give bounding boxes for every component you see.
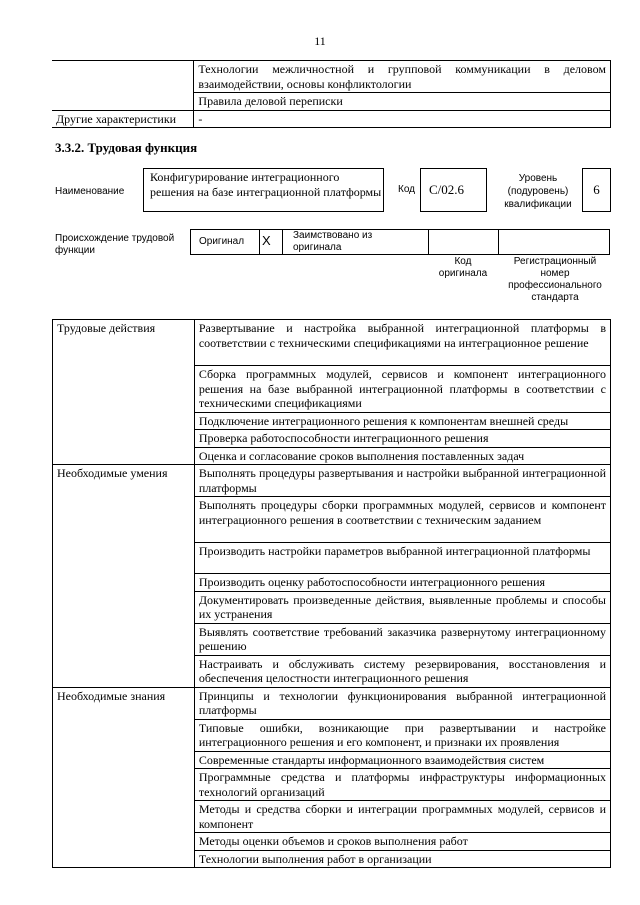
table-cell: Проверка работоспособности интеграционного решения (194, 430, 610, 448)
table-cell: Типовые ошибки, возникающие при развертывании и настройке интеграционного решения и его компонент, и признаки их проявления (194, 719, 610, 751)
origin-label: Происхождение трудовой функции (55, 233, 175, 256)
main-table (52, 319, 611, 868)
top-table (52, 60, 611, 128)
table-cell: Подключение интеграционного решения к компонентам внешней среды (194, 412, 610, 430)
other-characteristics-label: Другие характеристики (52, 110, 194, 128)
table-row (53, 320, 611, 366)
table-cell: Принципы и технологии функционирования выбранной интеграционной платформы (194, 687, 610, 719)
borrowed-label: Заимствовано из оригинала (293, 230, 373, 253)
group-label: Трудовые действия (53, 320, 195, 465)
section-heading: 3.3.2. Трудовая функция (55, 140, 198, 155)
table-cell: Выявлять соответствие требований заказчика развернутому интеграционному решению (194, 623, 610, 655)
table-cell: Программные средства и платформы инфраструктуры информационных технологий организаций (194, 769, 610, 801)
other-characteristics-value: - (194, 110, 611, 128)
top-table-label-cell (52, 93, 194, 111)
page-number: 11 (314, 34, 326, 48)
code-original-caption: Код оригинала (438, 256, 488, 279)
table-cell: Производить настройки параметров выбранной интеграционной платформы (194, 543, 610, 574)
table-cell: Сборка программных модулей, сервисов и компонент интеграционного решения на базе выбранной интеграционной платформы в соответствии с техническими спецификациями (194, 366, 610, 413)
table-cell: Методы и средства сборки и интеграции программных модулей, сервисов и компонент (194, 801, 610, 833)
table-cell: Технологии выполнения работ в организации (194, 850, 610, 868)
table-cell: Развертывание и настройка выбранной интеграционной платформы в соответствии с техническими спецификациями на интеграционное решение (194, 320, 610, 366)
code-label: Код (398, 184, 416, 195)
table-cell: Оценка и согласование сроков выполнения поставленных задач (194, 447, 610, 465)
reg-number-caption: Регистрационный номер профессионального стандарта (508, 256, 602, 303)
table-row (53, 465, 611, 497)
table-cell: Настраивать и обслуживать систему резервирования, восстановления и обеспечения целостности интеграционного решения (194, 655, 610, 687)
top-table-text-cell: Технологии межличностной и групповой коммуникации в деловом взаимодействии, основы конфликтологии (194, 61, 611, 93)
original-label: Оригинал (199, 236, 245, 247)
name-label: Наименование (55, 186, 125, 197)
table-cell: Выполнять процедуры развертывания и настройки выбранной интеграционной платформы (194, 465, 610, 497)
table-row (53, 687, 611, 719)
original-mark: X (262, 233, 271, 248)
function-code-box: С/02.6 (420, 168, 487, 212)
table-cell: Производить оценку работоспособности интеграционного решения (194, 574, 610, 592)
function-name-box: Конфигурирование интеграционного решения на базе интеграционной платформы (143, 168, 384, 212)
table-cell: Методы оценки объемов и сроков выполнения работ (194, 833, 610, 851)
table-cell: Документировать произведенные действия, выявленные проблемы и способы их устранения (194, 591, 610, 623)
table-cell: Современные стандарты информационного взаимодействия систем (194, 751, 610, 769)
table-row (52, 93, 611, 111)
table-cell: Выполнять процедуры сборки программных модулей, сервисов и компонент интеграционного решения в соответствии с техническим заданием (194, 497, 610, 543)
top-table-label-cell (52, 61, 194, 93)
origin-row (190, 229, 610, 255)
table-row (52, 61, 611, 93)
level-value-box: 6 (582, 168, 611, 212)
group-label: Необходимые умения (53, 465, 195, 688)
top-table-text-cell: Правила деловой переписки (194, 93, 611, 111)
group-label: Необходимые знания (53, 687, 195, 868)
table-row (52, 110, 611, 128)
level-label: Уровень (подуровень) квалификации (504, 173, 572, 210)
